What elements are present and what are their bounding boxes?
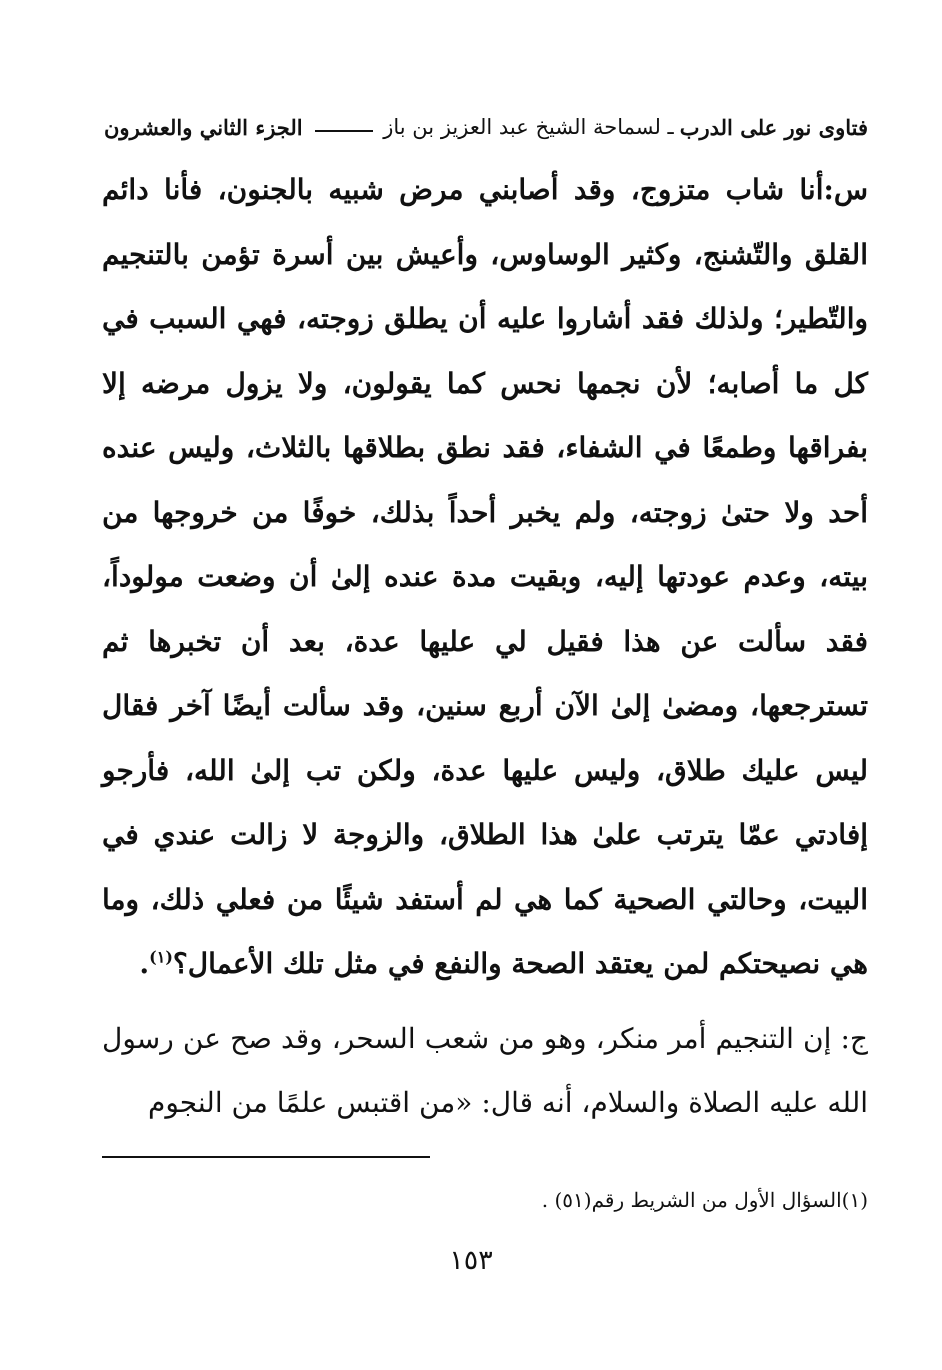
- main-text: [102, 158, 868, 1136]
- question-end: .: [139, 947, 150, 980]
- header-volume-group: [104, 115, 379, 140]
- footnote-divider: [102, 1156, 430, 1158]
- question-paragraph: [102, 158, 868, 997]
- volume-title: الجزء الثاني والعشرون: [104, 114, 303, 140]
- author-name: ـ لسماحة الشيخ عبد العزيز بن باز: [383, 115, 674, 139]
- header-rule: [315, 130, 373, 132]
- answer-paragraph: [102, 1007, 868, 1136]
- question-text: س:أنا شاب متزوج، وقد أصابني مرض شبيه بالجنون، فأنا دائم القلق والتّشنج، وكثير الوساوس، وأعيش بين أسرة تؤمن بالتنجيم والتّطير؛ ولذلك فقد أشاروا عليه أن يطلق زوجته، فهي السبب في كل ما أصابه؛ لأن نجمها نحس كما يقولون، ولا يزول مرضه إلا بفراقها وطمعًا في الشفاء، فقد نطق بطلاقها بالثلاث، وليس عنده أحد ولا حتىٰ زوجته، ولم يخبر أحداً بذلك، خوفًا من خروجها من بيته، وعدم عودتها إليه، وبقيت مدة عنده إلىٰ أن وضعت مولوداً، فقد سألت عن هذا فقيل لي عليها عدة، بعد أن تخبرها ثم تسترجعها، ومضىٰ إلىٰ الآن أربع سنين، وقد سألت أيضًا آخر فقال ليس عليك طلاق، وليس عليها عدة، ولكن تب إلىٰ الله، فأرجو إفادتي عمّا يترتب علىٰ هذا الطلاق، والزوجة لا زالت عندي في البيت، وحالتي الصحية كما هي لم أستفد شيئًا من فعلي ذلك، وما هي نصيحتكم لمن يعتقد الصحة والنفع في مثل تلك الأعمال؟: [102, 173, 869, 980]
- answer-text: ج: إن التنجيم أمر منكر، وهو من شعب السحر، وقد صح عن رسول الله عليه الصلاة والسلام، أنه قال: «من اقتبس علمًا من النجوم: [102, 1021, 868, 1119]
- book-title: فتاوى نور على الدرب: [679, 114, 868, 140]
- running-header: [104, 110, 868, 144]
- page-number: ١٥٣: [449, 1245, 493, 1276]
- footnote: (١)السؤال الأول من الشريط رقم(٥١) .: [541, 1188, 868, 1212]
- footnote-reference: (١): [149, 947, 173, 967]
- header-title-group: [383, 115, 868, 140]
